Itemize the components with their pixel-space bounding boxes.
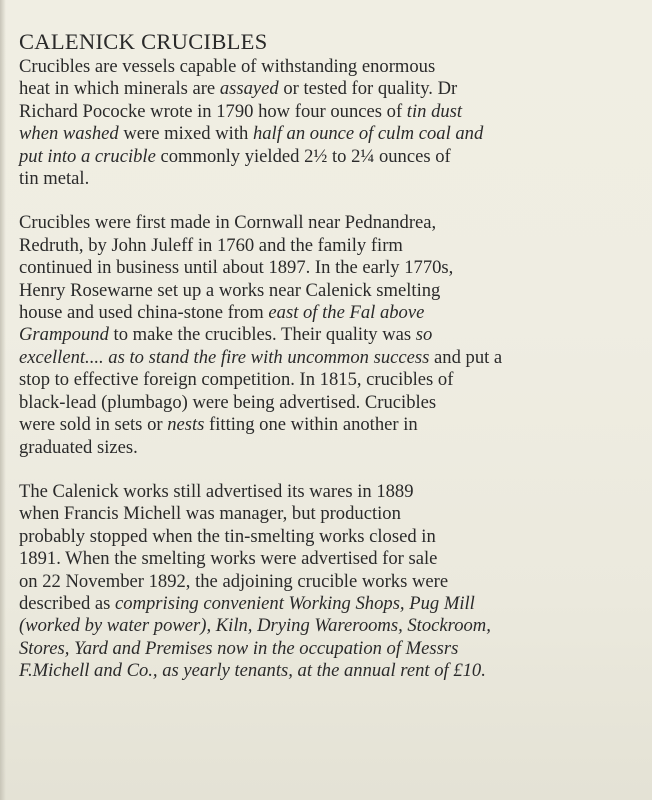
text-line [19,347,639,369]
text-run: fitting one within another in [204,414,418,436]
text-line [19,414,639,436]
text-line [19,101,639,123]
text-line [19,503,639,525]
text-run: continued in business until about 1897. In the early 1770s, [19,257,454,279]
italic-run: tin dust [406,100,463,122]
text-line [19,324,639,346]
italic-run: half an ounce of culm coal and [252,123,484,145]
italic-run: when washed [19,123,119,145]
text-line [19,437,639,459]
text-run: Redruth, by John Juleff in 1760 and the family firm [19,234,403,256]
italic-run: comprising convenient Working Shops, Pug Mill [115,592,475,614]
text-run: stop to effective foreign competition. In 1815, crucibles of [19,369,454,391]
text-run: when Francis Michell was manager, but production [19,503,401,525]
text-block [19,28,639,683]
italic-run: excellent.... as to stand the fire with uncommon success [19,346,430,368]
text-run: probably stopped when the tin-smelting works closed in [19,525,436,547]
text-run: Richard Pococke wrote in 1790 how four ounces of [19,100,407,122]
text-run: graduated sizes. [19,436,138,458]
paragraph-2 [19,212,639,458]
paragraph-1 [19,56,639,190]
italic-run: Grampound [19,324,109,346]
italic-run: east of the Fal above [268,302,425,324]
panel-edge-shadow [0,0,6,800]
text-line [19,593,639,615]
text-line [19,280,639,302]
text-run: The Calenick works still advertised its wares in 1889 [19,480,414,502]
text-run: Crucibles were first made in Cornwall near Pednandrea, [19,212,437,234]
text-run: described as [19,592,116,614]
text-run: commonly yielded 2½ to 2¼ ounces of [155,145,451,167]
text-run: heat in which minerals are [19,78,220,100]
text-line [19,78,639,100]
text-run: house and used china-stone from [19,302,269,324]
italic-run: nests [167,414,205,436]
italic-run: assayed [219,78,279,100]
text-line [19,146,639,168]
italic-run: so [415,324,433,346]
text-run: on 22 November 1892, the adjoining crucible works were [19,570,449,592]
text-run: black-lead (plumbago) were being advertised. Crucibles [19,391,437,413]
italic-run: F.Michell and Co., as yearly tenants, at the annual rent of £10. [19,660,486,682]
text-line [19,168,639,190]
text-run: tin metal. [19,168,90,190]
text-run: were mixed with [118,123,253,145]
text-line [19,235,639,257]
text-line [19,56,639,78]
body-text [19,56,639,683]
text-line [19,212,639,234]
text-run: were sold in sets or [19,414,168,436]
text-line [19,548,639,570]
text-run: to make the crucibles. Their quality was [108,324,416,346]
text-run: Henry Rosewarne set up a works near Calenick smelting [19,279,441,301]
text-line [19,257,639,279]
text-run: 1891. When the smelting works were advertised for sale [19,548,438,570]
text-line [19,392,639,414]
italic-run: put into a crucible [19,145,156,167]
text-line [19,369,639,391]
text-run: and put a [429,346,503,368]
text-line [19,638,639,660]
text-line [19,571,639,593]
text-line [19,660,639,682]
italic-run: (worked by water power), Kiln, Drying Warerooms, Stockroom, [19,615,491,637]
paragraph-3 [19,481,639,683]
text-line [19,615,639,637]
panel-title: CALENICK CRUCIBLES [19,29,268,54]
italic-run: Stores, Yard and Premises now in the occupation of Messrs [19,637,459,659]
text-line [19,123,639,145]
text-line [19,526,639,548]
text-run: or tested for quality. Dr [278,78,458,100]
text-line [19,481,639,503]
text-run: Crucibles are vessels capable of withstanding enormous [19,56,436,77]
text-line [19,302,639,324]
